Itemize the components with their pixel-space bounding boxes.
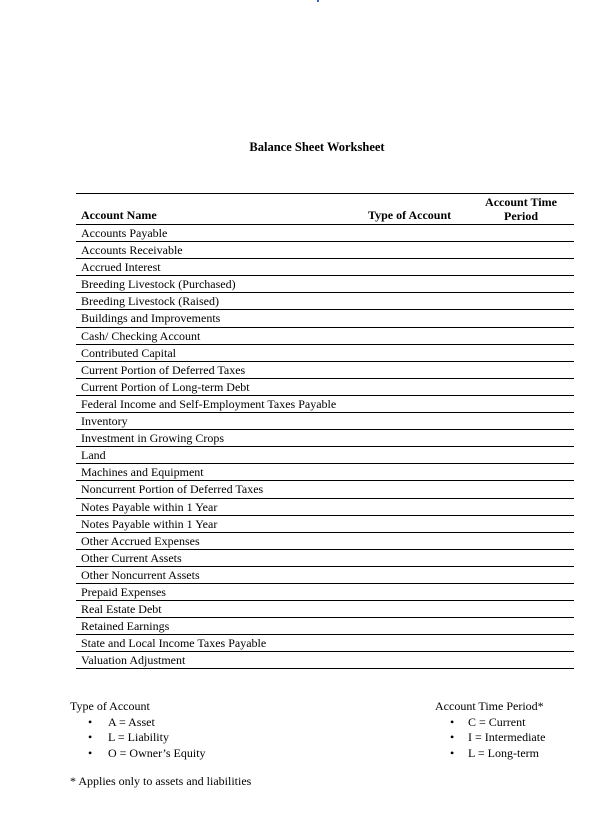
table-row: Notes Payable within 1 Year: [76, 516, 574, 533]
table-row: Buildings and Improvements: [76, 310, 574, 327]
table-row: Accrued Interest: [76, 259, 574, 276]
table-row: Other Noncurrent Assets: [76, 567, 574, 584]
header-account-name: Account Name: [81, 208, 157, 222]
blue-dot-mark: [317, 0, 319, 2]
legend-type-item: • L = Liability: [88, 730, 169, 744]
bullet-icon: •: [88, 730, 93, 744]
header-period-line2: Period: [504, 209, 538, 223]
table-row: Valuation Adjustment: [76, 652, 574, 669]
bullet-icon: •: [88, 745, 93, 760]
bullet-icon: •: [450, 714, 455, 729]
table-row: Breeding Livestock (Raised): [76, 293, 574, 310]
legend-account-time-period: [435, 699, 545, 761]
legend-period-item: • L = Long-term: [450, 745, 539, 760]
table-row: Real Estate Debt: [76, 601, 574, 618]
table-row: Retained Earnings: [76, 618, 574, 635]
table-row: Noncurrent Portion of Deferred Taxes: [76, 481, 574, 498]
table-row: Notes Payable within 1 Year: [76, 499, 574, 516]
table-header: [76, 193, 574, 225]
table-row: Contributed Capital: [76, 345, 574, 362]
table-row: Prepaid Expenses: [76, 584, 574, 601]
table-row: Land: [76, 447, 574, 464]
table-row: Accounts Payable: [76, 225, 574, 242]
legend-period-heading: Account Time Period*: [435, 699, 544, 713]
bullet-icon: •: [88, 714, 93, 729]
table-row: Breeding Livestock (Purchased): [76, 276, 574, 293]
table-row: State and Local Income Taxes Payable: [76, 635, 574, 652]
footnote: * Applies only to assets and liabilities: [70, 774, 252, 788]
header-account-time-period: [476, 195, 566, 223]
page-title: Balance Sheet Worksheet: [249, 140, 385, 154]
table-row: Current Portion of Long-term Debt: [76, 379, 574, 396]
legend-type-heading: Type of Account: [70, 699, 150, 713]
table-row: Accounts Receivable: [76, 242, 574, 259]
legend-type-item: • A = Asset: [88, 714, 155, 729]
header-period-line1: Account Time: [485, 195, 557, 209]
table-row: Other Accrued Expenses: [76, 533, 574, 550]
table-row: Inventory: [76, 413, 574, 430]
table-row: Investment in Growing Crops: [76, 430, 574, 447]
bullet-icon: •: [450, 745, 455, 760]
legend-period-item: • I = Intermediate: [450, 730, 546, 744]
table-row: Cash/ Checking Account: [76, 328, 574, 345]
legend-type-item: • O = Owner’s Equity: [88, 745, 206, 760]
table-row: Machines and Equipment: [76, 464, 574, 481]
table-row: Federal Income and Self-Employment Taxes Payable: [76, 396, 574, 413]
table-row: Current Portion of Deferred Taxes: [76, 362, 574, 379]
balance-sheet-table: [76, 193, 574, 669]
bullet-icon: •: [450, 730, 455, 744]
legend-period-item: • C = Current: [450, 714, 526, 729]
legend-type-of-account: [70, 699, 206, 761]
header-type-of-account: Type of Account: [368, 208, 452, 222]
table-row: Other Current Assets: [76, 550, 574, 567]
